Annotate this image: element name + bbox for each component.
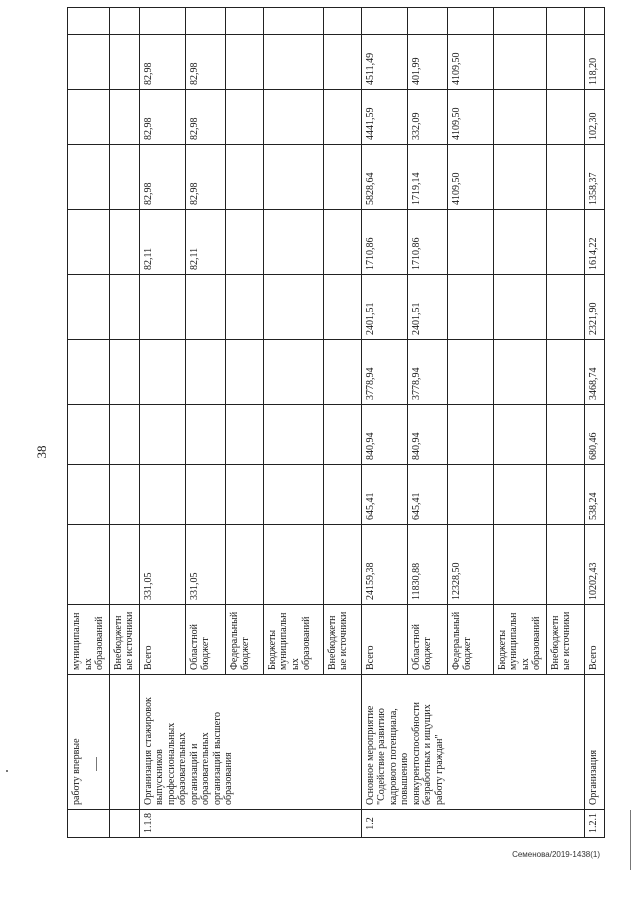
row-value-cell (225, 145, 263, 210)
row-value-cell (493, 210, 546, 275)
row-value-cell (323, 275, 361, 340)
row-value-cell (447, 340, 493, 405)
row-value-cell: 3468,74 (584, 340, 604, 405)
row-value-cell (139, 275, 185, 340)
row-value-cell (447, 8, 493, 35)
row-value-cell: 4109,50 (447, 90, 493, 145)
row-value-cell (447, 275, 493, 340)
row-value-cell: 4441,59 (361, 90, 407, 145)
row-value-cell: 118,20 (584, 35, 604, 90)
row-value-cell: 401,99 (407, 35, 447, 90)
row-value-cell: 82,98 (139, 35, 185, 90)
scan-mark (96, 757, 97, 771)
row-value-cell: 4109,50 (447, 35, 493, 90)
row-value-cell (546, 465, 584, 525)
row-value-cell (109, 340, 139, 405)
row-value-cell (493, 275, 546, 340)
row-value-cell (139, 340, 185, 405)
row-value-cell (263, 35, 323, 90)
table-row (584, 8, 604, 838)
row-value-cell (225, 465, 263, 525)
row-value-cell (546, 145, 584, 210)
row-funding-source: Всего (584, 605, 604, 675)
row-value-cell (323, 340, 361, 405)
table-row (68, 8, 110, 838)
row-value-cell: 1614,22 (584, 210, 604, 275)
row-value-cell: 840,94 (361, 405, 407, 465)
row-value-cell (546, 525, 584, 605)
row-activity-name: Основное мероприятие "Содействие развитию кадрового потенциала, повышению конкурентоспособности безработных и ищущих работу граждан" (361, 675, 584, 810)
row-value-cell (139, 465, 185, 525)
row-activity-name: работу впервые (68, 675, 110, 810)
row-value-cell (493, 145, 546, 210)
row-funding-source: Федеральный бюджет (447, 605, 493, 675)
row-value-cell (225, 8, 263, 35)
row-value-cell (493, 465, 546, 525)
row-value-cell: 2401,51 (407, 275, 447, 340)
row-value-cell (139, 8, 185, 35)
row-funding-source: Внебюджетные источники (323, 605, 361, 675)
row-value-cell (109, 525, 139, 605)
row-value-cell (225, 275, 263, 340)
row-value-cell (109, 465, 139, 525)
row-value-cell (225, 405, 263, 465)
row-funding-source: муниципальных образований (68, 605, 110, 675)
row-value-cell (68, 465, 110, 525)
row-value-cell: 82,98 (185, 145, 225, 210)
row-value-cell (109, 145, 139, 210)
row-value-cell (263, 465, 323, 525)
row-value-cell (323, 465, 361, 525)
row-value-cell (185, 275, 225, 340)
row-code (109, 810, 139, 838)
row-value-cell: 3778,94 (361, 340, 407, 405)
row-funding-source: Бюджеты муниципальных образований (263, 605, 323, 675)
row-code (68, 810, 110, 838)
row-value-cell (323, 90, 361, 145)
row-value-cell (185, 340, 225, 405)
row-value-cell: 10202,43 (584, 525, 604, 605)
row-value-cell (493, 8, 546, 35)
budget-table (67, 7, 605, 838)
row-funding-source: Всего (139, 605, 185, 675)
row-value-cell (185, 8, 225, 35)
row-value-cell (263, 90, 323, 145)
row-value-cell: 1719,14 (407, 145, 447, 210)
row-value-cell: 82,11 (139, 210, 185, 275)
row-value-cell (361, 8, 407, 35)
row-value-cell (323, 525, 361, 605)
row-value-cell: 3778,94 (407, 340, 447, 405)
row-value-cell (546, 210, 584, 275)
row-value-cell (493, 405, 546, 465)
row-value-cell: 12328,50 (447, 525, 493, 605)
row-value-cell (584, 8, 604, 35)
row-value-cell: 5828,64 (361, 145, 407, 210)
row-value-cell (68, 210, 110, 275)
row-funding-source: Федеральный бюджет (225, 605, 263, 675)
row-value-cell: 82,98 (185, 35, 225, 90)
row-value-cell (407, 8, 447, 35)
document-reference: Семенова/2019-1438(1) (512, 850, 600, 859)
row-value-cell: 1710,86 (407, 210, 447, 275)
row-value-cell (139, 405, 185, 465)
row-value-cell (68, 145, 110, 210)
row-value-cell (68, 8, 110, 35)
row-value-cell (447, 405, 493, 465)
row-funding-source: Бюджеты муниципальных образований (493, 605, 546, 675)
row-funding-source: Областной бюджет (407, 605, 447, 675)
row-value-cell (263, 405, 323, 465)
document-table-wrapper (67, 8, 599, 838)
row-value-cell: 102,30 (584, 90, 604, 145)
row-value-cell (68, 35, 110, 90)
row-code: 1.2 (361, 810, 584, 838)
row-funding-source: Внебюджетные источники (546, 605, 584, 675)
row-value-cell: 331,05 (139, 525, 185, 605)
row-value-cell (185, 405, 225, 465)
row-value-cell (447, 465, 493, 525)
row-value-cell (109, 210, 139, 275)
row-value-cell (447, 210, 493, 275)
row-value-cell (263, 210, 323, 275)
row-value-cell: 645,41 (407, 465, 447, 525)
row-value-cell: 680,46 (584, 405, 604, 465)
scan-mark (6, 770, 8, 772)
row-value-cell: 4511,49 (361, 35, 407, 90)
row-value-cell (109, 90, 139, 145)
table-row (361, 8, 407, 838)
row-value-cell (225, 35, 263, 90)
row-funding-source: Всего (361, 605, 407, 675)
row-value-cell (225, 525, 263, 605)
row-value-cell (109, 275, 139, 340)
row-value-cell (225, 340, 263, 405)
row-value-cell (263, 8, 323, 35)
row-value-cell (546, 340, 584, 405)
row-value-cell: 2401,51 (361, 275, 407, 340)
row-value-cell (68, 90, 110, 145)
row-value-cell: 11830,88 (407, 525, 447, 605)
row-funding-source: Областной бюджет (185, 605, 225, 675)
row-funding-source: Внебюджетные источники (109, 605, 139, 675)
row-value-cell (546, 275, 584, 340)
row-activity-name (109, 675, 139, 810)
row-value-cell (68, 405, 110, 465)
row-value-cell: 1358,37 (584, 145, 604, 210)
row-value-cell: 2321,90 (584, 275, 604, 340)
row-value-cell: 82,98 (139, 90, 185, 145)
row-value-cell (546, 8, 584, 35)
row-value-cell (493, 340, 546, 405)
row-value-cell (68, 340, 110, 405)
row-value-cell (225, 210, 263, 275)
row-value-cell (68, 275, 110, 340)
row-value-cell (546, 405, 584, 465)
row-value-cell (493, 35, 546, 90)
row-value-cell: 840,94 (407, 405, 447, 465)
row-value-cell (493, 525, 546, 605)
row-value-cell: 331,05 (185, 525, 225, 605)
row-value-cell (263, 525, 323, 605)
row-value-cell (323, 35, 361, 90)
row-value-cell (185, 465, 225, 525)
row-value-cell (109, 35, 139, 90)
row-activity-name: Организация (584, 675, 604, 810)
row-value-cell: 82,11 (185, 210, 225, 275)
row-value-cell: 538,24 (584, 465, 604, 525)
table-row (139, 8, 185, 838)
row-value-cell: 24159,38 (361, 525, 407, 605)
row-value-cell (323, 405, 361, 465)
row-value-cell: 645,41 (361, 465, 407, 525)
row-value-cell (263, 275, 323, 340)
row-value-cell: 332,09 (407, 90, 447, 145)
row-value-cell (546, 35, 584, 90)
table-row (109, 8, 139, 838)
row-value-cell (263, 340, 323, 405)
row-value-cell (493, 90, 546, 145)
row-value-cell: 82,98 (185, 90, 225, 145)
row-activity-name: Организация стажировок выпускников профессиональных образовательных организаций и образовательных организаций высшего образования (139, 675, 361, 810)
row-code: 1.2.1 (584, 810, 604, 838)
row-value-cell (225, 90, 263, 145)
row-value-cell (323, 145, 361, 210)
row-value-cell (323, 8, 361, 35)
row-value-cell (323, 210, 361, 275)
row-value-cell: 1710,86 (361, 210, 407, 275)
row-value-cell: 82,98 (139, 145, 185, 210)
row-value-cell: 4109,50 (447, 145, 493, 210)
scan-mark (630, 810, 631, 870)
row-value-cell (546, 90, 584, 145)
row-value-cell (109, 405, 139, 465)
row-value-cell (68, 525, 110, 605)
row-value-cell (263, 145, 323, 210)
row-code: 1.1.8 (139, 810, 361, 838)
row-value-cell (109, 8, 139, 35)
page-number: 38 (34, 445, 49, 459)
